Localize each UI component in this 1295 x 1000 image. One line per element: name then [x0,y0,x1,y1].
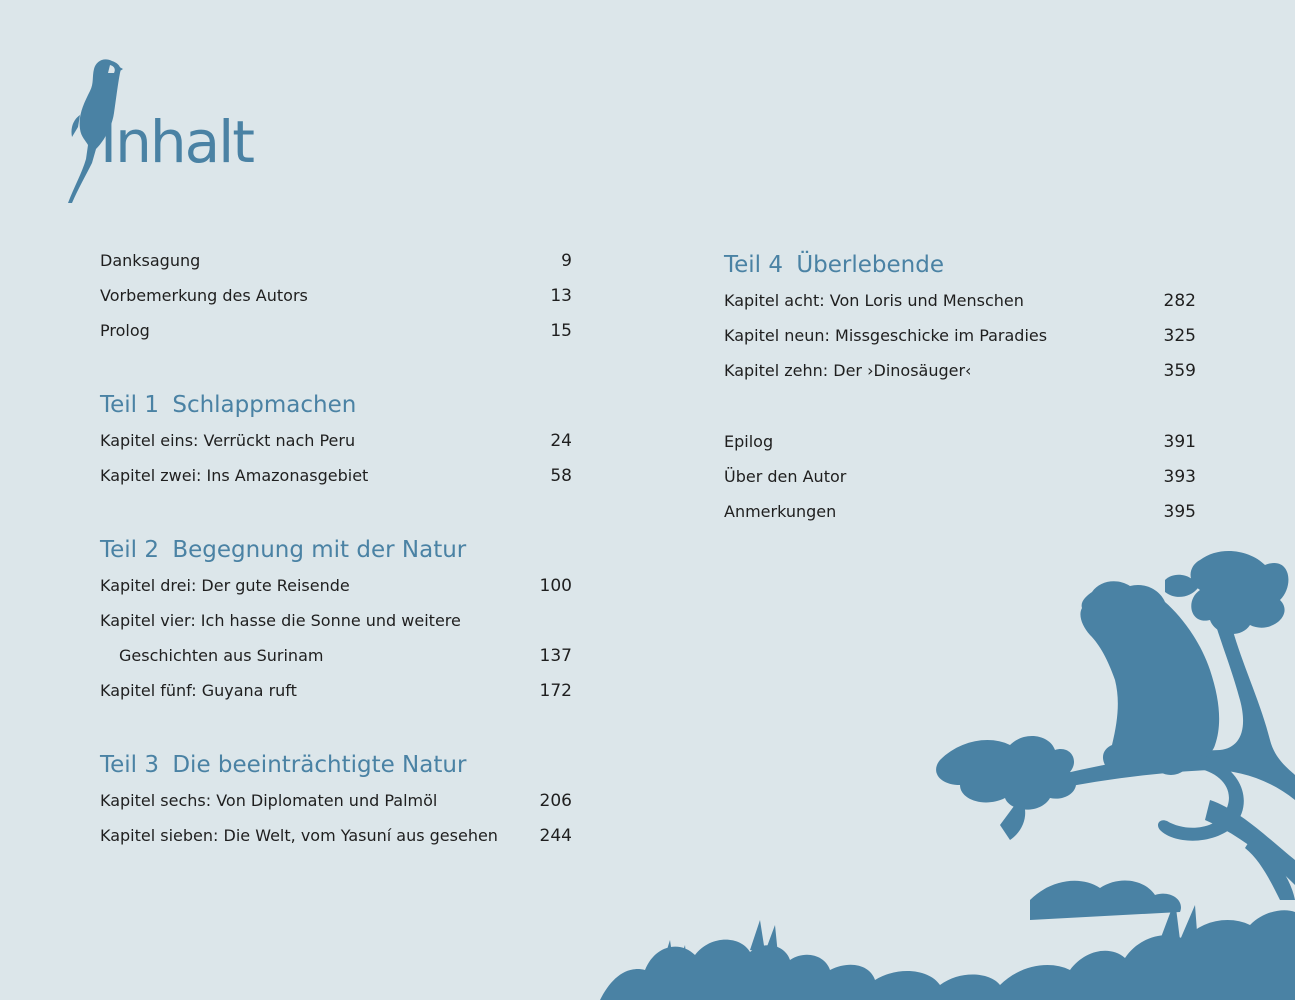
leaf-cluster [936,736,1076,810]
toc-entry-label: Kapitel drei: Der gute Reisende [100,576,350,595]
page-title: Inhalt [100,108,254,176]
part-heading[interactable] [100,745,572,785]
toc-entry-page: 325 [1163,326,1196,346]
toc-entry-label: Anmerkungen [724,502,837,521]
part-title: Begegnung mit der Natur [172,537,467,563]
toc-entry-page: 393 [1163,467,1196,487]
toc-entry-label: Kapitel zehn: Der ›Dinosäuger‹ [724,361,972,380]
undergrowth [1030,881,1181,920]
toc-entry[interactable] [724,355,1196,390]
toc-entry-page: 9 [561,251,572,271]
toc-entry-label: Kapitel vier: Ich hasse die Sonne und weitere [100,611,461,630]
toc-entry-page: 395 [1163,502,1196,522]
part-heading[interactable] [724,245,1196,285]
toc-entry-label: Kapitel fünf: Guyana ruft [100,681,297,700]
toc-entry-label: Kapitel eins: Verrückt nach Peru [100,431,356,450]
toc-entry[interactable] [100,570,572,605]
toc-entry-label: Kapitel sieben: Die Welt, vom Yasuní aus gesehen [100,826,498,845]
toc-entry[interactable] [100,675,572,710]
toc-entry-page: 100 [539,576,572,596]
part-number: Teil 1 [100,392,160,418]
toc-entry-label: Prolog [100,321,150,340]
toc-entry[interactable] [724,496,1196,531]
toc-entry-label: Danksagung [100,251,201,270]
toc-entry-label: Vorbemerkung des Autors [100,286,308,305]
toc-entry-page: 137 [539,646,572,666]
toc-entry[interactable] [100,785,572,820]
part-title: Die beeinträchtigte Natur [172,752,467,778]
toc-entry-page: 15 [550,321,572,341]
toc-entry[interactable] [100,605,572,640]
toc-entry-page: 244 [539,826,572,846]
part-number: Teil 4 [724,252,784,278]
toc-entry[interactable] [100,280,572,315]
part-heading[interactable] [100,530,572,570]
toc-entry[interactable] [724,285,1196,320]
part-title: Überlebende [796,252,945,278]
toc-entry-label: Kapitel zwei: Ins Amazonasgebiet [100,466,369,485]
toc-entry-label: Kapitel sechs: Von Diplomaten und Palmöl [100,791,438,810]
toc-entry-label: Kapitel neun: Missgeschicke im Paradies [724,326,1048,345]
part-number: Teil 2 [100,537,160,563]
toc-entry[interactable] [724,461,1196,496]
toc-entry-continuation[interactable] [100,640,572,675]
toc-entry-label: Kapitel acht: Von Loris und Menschen [724,291,1024,310]
toc-entry[interactable] [724,426,1196,461]
toc-entry-page: 172 [539,681,572,701]
toc-entry-page: 13 [550,286,572,306]
tree-canopy [1191,551,1289,634]
toc-entry-page: 24 [550,431,572,451]
toc-entry-page: 391 [1163,432,1196,452]
toc-entry-label: Über den Autor [724,467,847,486]
toc-entry[interactable] [100,315,572,350]
toc-right-column [724,245,1196,531]
toc-entry[interactable] [100,820,572,855]
jungle-jaguar-illustration [600,540,1295,1000]
fern [750,920,778,955]
toc-entry[interactable] [100,425,572,460]
part-heading[interactable] [100,385,572,425]
toc-entry-page: 58 [550,466,572,486]
toc-entry-label: Geschichten aus Surinam [119,646,324,665]
toc-entry[interactable] [100,460,572,495]
toc-left-column [100,245,572,855]
part-number: Teil 3 [100,752,160,778]
toc-entry-page: 206 [539,791,572,811]
toc-entry-label: Epilog [724,432,774,451]
toc-entry-page: 359 [1163,361,1196,381]
toc-entry[interactable] [724,320,1196,355]
part-title: Schlappmachen [172,392,357,418]
toc-entry-page: 282 [1163,291,1196,311]
toc-entry[interactable] [100,245,572,280]
